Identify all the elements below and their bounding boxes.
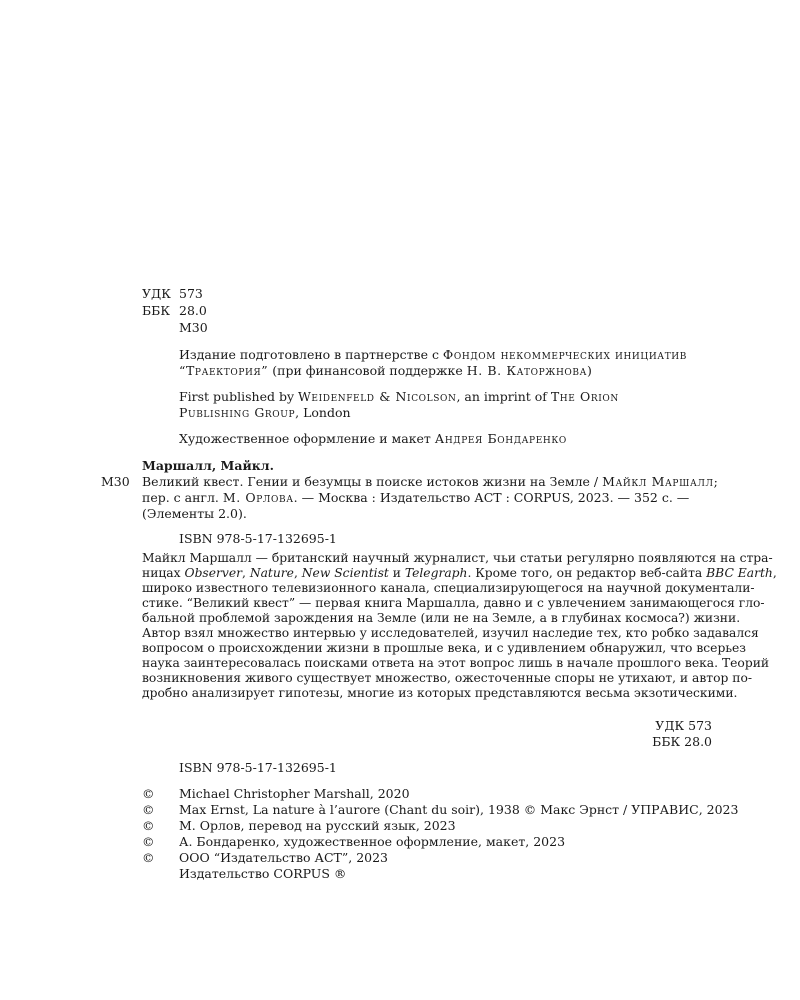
publication-observer: Observer: [184, 566, 243, 580]
partnership-sponsor: Н. В. Каторжнова: [466, 363, 588, 378]
publication-telegraph: Telegraph: [404, 566, 468, 580]
author-mark: М30: [179, 320, 208, 335]
annotation-text: ницах: [142, 566, 185, 580]
annotation-line: вопросом о происхождении жизни в прошлые века, и с удивлением обнаружил, что всерьез: [142, 641, 747, 655]
imprint-text: , an imprint of: [456, 389, 551, 404]
copyright-symbol: ©: [142, 834, 155, 849]
annotation-line: бальной проблемой зарождения на Земле (или не на Земле, а в глубинах космоса?) жизни.: [142, 611, 741, 625]
copyright-text: Max Ernst, La nature à l’aurore (Chant du soir), 1938 © Макс Эрнст / УПРАВИС, 2023: [179, 802, 739, 817]
bbk-value: 28.0: [179, 303, 207, 318]
copyright-symbol: ©: [142, 802, 155, 817]
udk-label: УДК: [142, 286, 171, 301]
annotation-paragraph: [142, 551, 777, 701]
partnership-foundation: Фондом некоммерческих инициатив: [442, 347, 687, 362]
partnership-trajectory: “Траектория”: [179, 363, 269, 378]
publishing-group-a: The Orion: [550, 389, 619, 404]
partnership-support: (при финансовой поддержке: [268, 363, 467, 378]
publication-nature: Nature: [249, 566, 294, 580]
isbn-bottom: ISBN 978-5-17-132695-1: [179, 760, 337, 775]
corpus-trademark: Издательство CORPUS ®: [179, 866, 347, 881]
first-published-line-1: [179, 389, 619, 404]
bibliographic-line-1-end: ;: [713, 474, 718, 489]
copyright-symbol: ©: [142, 786, 155, 801]
publication-new-scientist: New Scientist: [301, 566, 389, 580]
annotation-line: возникновения живого существует множество, ожесточенные споры не утихают, и автор по-: [142, 671, 753, 685]
book-author: Майкл Маршалл: [602, 474, 714, 489]
annotation-text: ,: [293, 566, 302, 580]
author-heading: Маршалл, Майкл.: [142, 458, 274, 473]
annotation-line: Майкл Маршалл — британский научный журналист, чьи статьи регулярно появляются на стра-: [142, 551, 773, 565]
first-published-prefix: First published by: [179, 389, 298, 404]
annotation-line: широко известного телевизионного канала, специализирующегося на научной документали-: [142, 581, 755, 595]
partnership-close: ): [587, 363, 592, 378]
copyright-text: М. Орлов, перевод на русский язык, 2023: [179, 818, 456, 833]
bibliographic-line-2: [142, 490, 689, 505]
annotation-line: стике. “Великий квест” — первая книга Маршалла, давно и с увлечением занимающегося гло-: [142, 596, 765, 610]
copyright-text: А. Бондаренко, художественное оформление, макет, 2023: [179, 834, 566, 849]
partnership-prefix: Издание подготовлено в партнерстве с: [179, 347, 443, 362]
udk-value: 573: [179, 286, 203, 301]
bbk-bottom: ББК 28.0: [652, 734, 712, 749]
annotation-text: . Кроме того, он редактор веб-сайта: [467, 566, 707, 580]
series-name: (Элементы 2.0).: [142, 506, 247, 521]
annotation-line: Автор взял множество интервью у исследователей, изучил наследие тех, кто робко задавался: [142, 626, 759, 640]
first-published-line-2: [179, 405, 351, 420]
translation-prefix: пер. с англ.: [142, 490, 223, 505]
partnership-line-2: [179, 363, 592, 378]
annotation-text: ,: [242, 566, 250, 580]
website-bbc-earth: BBC Earth: [706, 566, 773, 580]
annotation-line: [142, 566, 777, 581]
design-prefix: Художественное оформление и макет: [179, 431, 435, 446]
designer-name: Андрея Бондаренко: [434, 431, 567, 446]
publication-details: . — Москва : Издательство АСТ : CORPUS, 2023. — 352 с. —: [293, 490, 690, 505]
design-credit: [179, 431, 567, 446]
bbk-label: ББК: [142, 303, 171, 318]
copyright-symbol: ©: [142, 818, 155, 833]
publisher-city: , London: [295, 405, 351, 420]
partnership-line-1: [179, 347, 687, 362]
isbn-top: ISBN 978-5-17-132695-1: [179, 531, 337, 546]
publishing-group-b: Publishing Group: [179, 405, 296, 420]
annotation-line: наука заинтересовалась поисками ответа на этот вопрос лишь в начале прошлого века. Теорий: [142, 656, 770, 670]
bibliographic-mark: М30: [101, 474, 130, 489]
bibliographic-line-1: [142, 474, 718, 489]
annotation-text: и: [388, 566, 405, 580]
copyright-text: ООО “Издательство АСТ”, 2023: [179, 850, 389, 865]
udk-bottom: УДК 573: [655, 718, 712, 733]
translator-name: М. Орлова: [222, 490, 294, 505]
publisher-name: Weidenfeld & Nicolson: [297, 389, 457, 404]
annotation-line: дробно анализирует гипотезы, многие из которых представляются весьма экзотическими.: [142, 686, 738, 700]
book-title: Великий квест. Гении и безумцы в поиске истоков жизни на Земле /: [142, 474, 603, 489]
annotation-text: ,: [772, 566, 777, 580]
copyright-symbol: ©: [142, 850, 155, 865]
copyright-text: Michael Christopher Marshall, 2020: [179, 786, 410, 801]
